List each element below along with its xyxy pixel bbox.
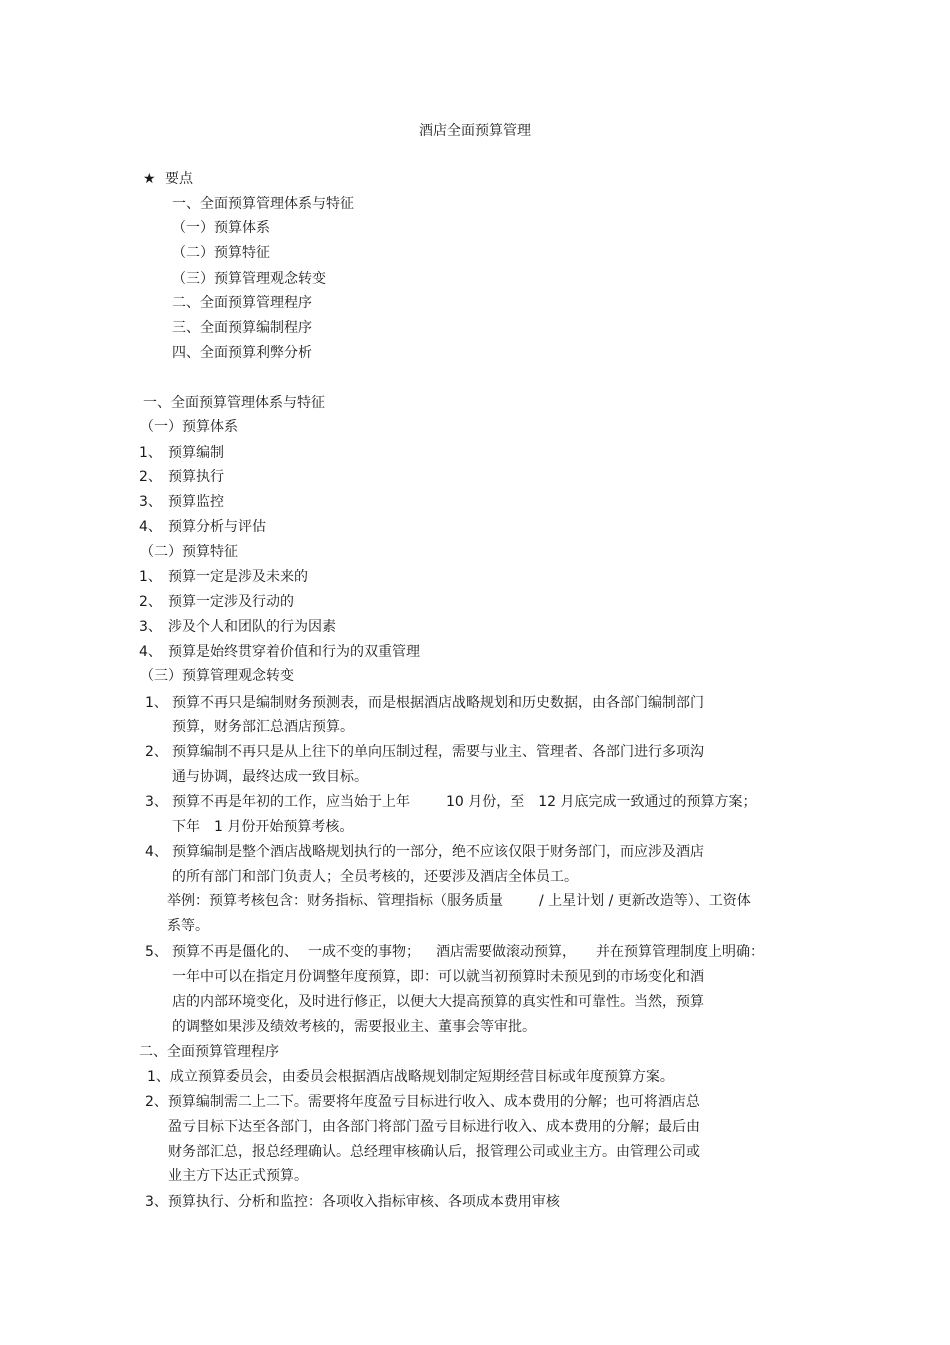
list-text-continued: 盈亏目标下达至各部门，由各部门将部门盈亏目标进行收入、成本费用的分解；最后由: [168, 1119, 700, 1135]
key-points-label: 要点: [165, 171, 193, 187]
list-text: 预算分析与评估: [168, 519, 266, 535]
list-number: 1、: [145, 695, 168, 711]
subsection-heading: （一）预算体系: [140, 419, 238, 435]
list-item: [139, 643, 420, 661]
list-number: 2、: [139, 594, 162, 610]
subsection-heading: （二）预算特征: [140, 544, 238, 560]
example-text-part: / 上星计划 / 更新改造等）、工资体: [539, 893, 751, 909]
list-text: 预算执行: [168, 469, 224, 485]
example-text: [167, 892, 751, 910]
list-item: [139, 468, 224, 486]
list-text: 10 月份，至 12 月底完成一致通过的预算方案；: [446, 794, 757, 810]
list-item: [139, 568, 308, 586]
section-heading: 二、全面预算管理程序: [139, 1044, 279, 1060]
list-text: 预算编制: [168, 445, 224, 461]
list-item: [139, 444, 224, 462]
list-item: 2、预算编制需二上二下。需要将年度盈亏目标进行收入、成本费用的分解；也可将酒店总: [145, 1094, 700, 1110]
list-item: [139, 493, 224, 511]
list-text-continued: 的调整如果涉及绩效考核的，需要报业主、董事会等审批。: [172, 1019, 536, 1035]
list-text: 预算不再只是编制财务预测表，而是根据酒店战略规划和历史数据，由各部门编制部门: [172, 695, 704, 711]
section-heading: 一、全面预算管理体系与特征: [143, 395, 325, 411]
list-text-continued: 下年 1 月份开始预算考核。: [172, 819, 354, 835]
list-number: 1、: [139, 569, 162, 585]
toc-item: 三、全面预算编制程序: [172, 320, 312, 336]
list-item: [139, 518, 266, 536]
list-item: [139, 593, 294, 611]
subsection-heading: （三）预算管理观念转变: [140, 668, 294, 684]
list-text-continued: 预算，财务部汇总酒店预算。: [172, 719, 354, 735]
list-number: 3、: [139, 494, 162, 510]
list-number: 2、: [139, 469, 162, 485]
list-text: 一成不变的事物；: [308, 944, 420, 960]
list-item: 1、成立预算委员会，由委员会根据酒店战略规划制定短期经营目标或年度预算方案。: [147, 1069, 674, 1085]
list-text-continued: 通与协调，最终达成一致目标。: [172, 769, 368, 785]
list-number: 4、: [145, 844, 168, 860]
list-text: 预算一定涉及行动的: [168, 594, 294, 610]
list-text: 并在预算管理制度上明确：: [596, 944, 764, 960]
list-number: 2、: [145, 744, 168, 760]
toc-item: （二）预算特征: [172, 245, 270, 261]
list-text-continued: 的所有部门和部门负责人；全员考核的，还要涉及酒店全体员工。: [172, 869, 578, 885]
list-text-continued: 财务部汇总，报总经理确认。总经理审核确认后，报管理公司或业主方。由管理公司或: [168, 1144, 700, 1160]
list-text: 预算编制是整个酒店战略规划执行的一部分，绝不应该仅限于财务部门，而应涉及酒店: [172, 844, 704, 860]
document-title: 酒店全面预算管理: [419, 123, 531, 139]
list-number: 1、: [139, 445, 162, 461]
list-item: [145, 793, 757, 811]
list-text: 预算编制不再只是从上往下的单向压制过程，需要与业主、管理者、各部门进行多项沟: [172, 744, 704, 760]
star-icon: ★: [143, 171, 156, 187]
list-item: [145, 943, 764, 961]
toc-item: （三）预算管理观念转变: [172, 271, 326, 287]
toc-item: 二、全面预算管理程序: [172, 295, 312, 311]
list-text: 酒店需要做滚动预算，: [436, 944, 576, 960]
list-number: 3、: [139, 619, 162, 635]
key-points-heading: [143, 170, 193, 188]
list-item: [145, 743, 704, 761]
list-item: [139, 618, 336, 636]
list-number: 4、: [139, 644, 162, 660]
list-item: [145, 694, 704, 712]
list-text: 预算监控: [168, 494, 224, 510]
list-item: 3、预算执行、分析和监控：各项收入指标审核、各项成本费用审核: [145, 1194, 560, 1210]
list-item: [145, 843, 704, 861]
list-text: 预算是始终贯穿着价值和行为的双重管理: [168, 644, 420, 660]
toc-item: 一、全面预算管理体系与特征: [172, 196, 354, 212]
list-text: 预算一定是涉及未来的: [168, 569, 308, 585]
list-number: 4、: [139, 519, 162, 535]
toc-item: 四、全面预算利弊分析: [172, 345, 312, 361]
list-text: 预算不再是僵化的、: [172, 944, 298, 960]
list-text: 预算不再是年初的工作，应当始于上年: [172, 794, 410, 810]
example-text-continued: 系等。: [167, 918, 209, 934]
toc-item: （一）预算体系: [172, 220, 270, 236]
list-text-continued: 店的内部环境变化，及时进行修正，以便大大提高预算的真实性和可靠性。当然，预算: [172, 994, 704, 1010]
list-text-continued: 一年中可以在指定月份调整年度预算，即：可以就当初预算时未预见到的市场变化和酒: [172, 969, 704, 985]
list-text-continued: 业主方下达正式预算。: [168, 1168, 308, 1184]
list-text: 涉及个人和团队的行为因素: [168, 619, 336, 635]
list-number: 3、: [145, 794, 168, 810]
list-number: 5、: [145, 944, 168, 960]
example-text-part: 举例：预算考核包含：财务指标、管理指标（服务质量: [167, 893, 503, 909]
